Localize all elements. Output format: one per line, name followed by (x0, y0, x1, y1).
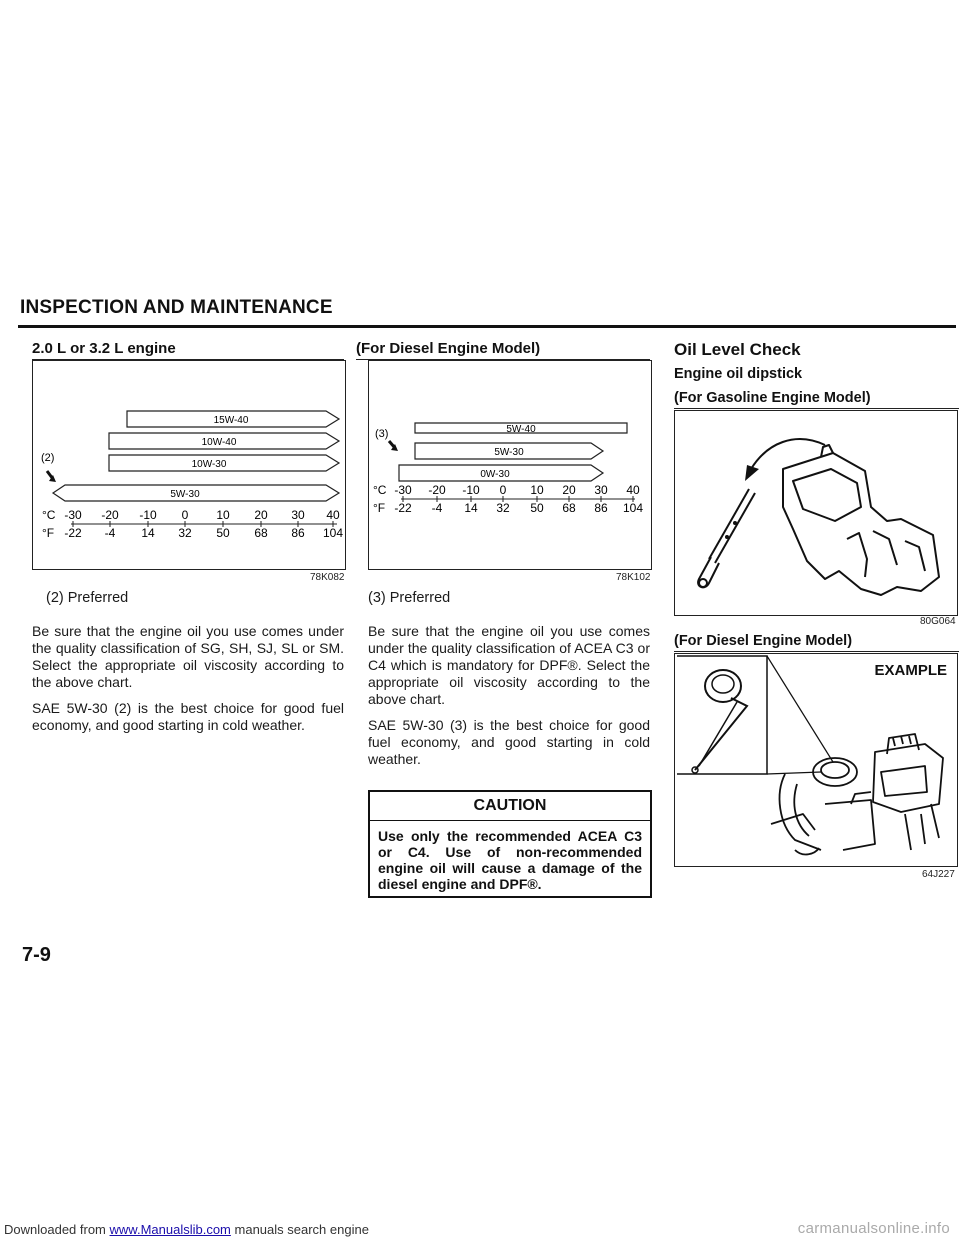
left-body-text (32, 623, 344, 743)
fahrenheit-tick: 32 (496, 501, 510, 515)
watermark-text: carmanualsonline.info (797, 1220, 950, 1237)
diesel-engine-dipstick-icon (675, 654, 957, 866)
section-title: INSPECTION AND MAINTENANCE (20, 297, 333, 318)
viscosity-chart-diesel-svg (369, 361, 651, 569)
gasoline-title-rule (674, 408, 959, 409)
fahrenheit-tick: -4 (104, 526, 116, 540)
fahrenheit-tick: -4 (431, 501, 443, 515)
fahrenheit-label: °F (42, 526, 55, 540)
fahrenheit-tick-labels (394, 501, 643, 515)
diesel-title: (For Diesel Engine Model) (674, 633, 853, 649)
grade-label: 0W-30 (480, 469, 510, 480)
grade-label: 10W-30 (191, 459, 227, 470)
paragraph: Be sure that the engine oil you use comes under the quality classification of ACEA C3 or C4 which is mandatory for DPF®. Select the appropriate oil viscosity according to the above chart. (368, 623, 650, 707)
fahrenheit-tick: 68 (254, 526, 268, 540)
middle-body-text (368, 623, 650, 777)
figure-code: 78K082 (310, 572, 345, 583)
caution-box (368, 790, 652, 898)
left-column-title: 2.0 L or 3.2 L engine (32, 340, 176, 357)
celsius-tick: -20 (101, 508, 119, 522)
fahrenheit-tick: 14 (141, 526, 155, 540)
example-label: EXAMPLE (874, 662, 947, 679)
celsius-tick-labels (64, 508, 340, 522)
celsius-tick: -10 (139, 508, 157, 522)
grade-bar-5w40 (415, 423, 627, 435)
manualslib-link[interactable]: www.Manualslib.com (109, 1222, 231, 1237)
grade-bar-0w30 (399, 465, 603, 481)
grade-label: 10W-40 (201, 437, 237, 448)
grade-bar-15w40 (127, 411, 339, 427)
celsius-label: °C (42, 508, 56, 522)
celsius-tick: 30 (291, 508, 305, 522)
celsius-tick: -20 (428, 483, 446, 497)
paragraph: SAE 5W-30 (3) is the best choice for good fuel economy, and good starting in cold weather. (368, 717, 650, 767)
middle-column-title: (For Diesel Engine Model) (356, 340, 541, 357)
grade-label: 5W-30 (170, 489, 200, 500)
fahrenheit-tick: 68 (562, 501, 576, 515)
page-number: 7-9 (22, 944, 51, 966)
viscosity-chart-diesel (368, 360, 652, 570)
celsius-tick: 40 (626, 483, 640, 497)
footer-prefix: Downloaded from (4, 1222, 106, 1237)
celsius-tick: 30 (594, 483, 608, 497)
grade-bar-10w30 (109, 455, 339, 471)
grade-label: 15W-40 (213, 415, 249, 426)
celsius-tick: 10 (530, 483, 544, 497)
preferred-caption: (3) Preferred (368, 590, 451, 606)
grade-bar-10w40 (109, 433, 339, 449)
preferred-caption: (2) Preferred (46, 590, 129, 606)
gasoline-engine-dipstick-icon (675, 411, 957, 615)
celsius-tick: 20 (562, 483, 576, 497)
preferred-marker: (3) (375, 428, 389, 440)
fahrenheit-tick: 32 (178, 526, 192, 540)
paragraph: SAE 5W-30 (2) is the best choice for good fuel economy, and good starting in cold weather. (32, 700, 344, 733)
grade-bar-5w30 (53, 485, 339, 501)
fahrenheit-tick: -22 (64, 526, 82, 540)
fahrenheit-tick: 50 (530, 501, 544, 515)
fahrenheit-tick: 50 (216, 526, 230, 540)
viscosity-chart-gasoline-svg (33, 361, 345, 569)
fahrenheit-tick: 86 (594, 501, 608, 515)
celsius-tick: -30 (394, 483, 412, 497)
celsius-tick: 0 (181, 508, 189, 522)
grade-bar-5w30 (415, 443, 603, 459)
paragraph: Be sure that the engine oil you use comes under the quality classification of SG, SH, SJ, SL or SM. Select the appropriate oil viscosity according to the above chart. (32, 623, 344, 690)
footer-download-line (4, 1222, 369, 1237)
celsius-tick: 20 (254, 508, 268, 522)
diesel-title-rule (674, 651, 959, 652)
grade-label: 5W-40 (506, 424, 536, 435)
fahrenheit-tick: -22 (394, 501, 412, 515)
footer-suffix: manuals search engine (234, 1222, 369, 1237)
fahrenheit-tick: 104 (622, 501, 644, 515)
fahrenheit-label: °F (373, 501, 386, 515)
gasoline-dipstick-illustration (674, 410, 958, 616)
grade-label: 5W-30 (494, 447, 524, 458)
dipstick-subtitle: Engine oil dipstick (674, 366, 803, 382)
figure-code: 64J227 (922, 869, 955, 880)
header-rule (18, 325, 956, 328)
caution-title: CAUTION (370, 792, 650, 821)
celsius-tick: 40 (326, 508, 340, 522)
fahrenheit-tick-labels (64, 526, 343, 540)
viscosity-chart-gasoline (32, 360, 346, 570)
fahrenheit-tick: 14 (464, 501, 478, 515)
figure-code: 78K102 (616, 572, 651, 583)
fahrenheit-tick: 104 (322, 526, 344, 540)
gasoline-title: (For Gasoline Engine Model) (674, 390, 871, 406)
celsius-tick: 0 (499, 483, 507, 497)
oil-level-title: Oil Level Check (674, 340, 801, 359)
celsius-tick: -10 (462, 483, 480, 497)
diesel-dipstick-illustration (674, 653, 958, 867)
caution-text: Use only the recommended ACEA C3 or C4. Use of non-recommended engine oil will cause a damage of the diesel engine and DPF®. (378, 828, 642, 892)
celsius-tick: 10 (216, 508, 230, 522)
celsius-tick-labels (394, 483, 640, 497)
figure-code: 80G064 (920, 616, 956, 627)
fahrenheit-tick: 86 (291, 526, 305, 540)
celsius-tick: -30 (64, 508, 82, 522)
celsius-label: °C (373, 483, 387, 497)
preferred-marker: (2) (41, 452, 55, 464)
